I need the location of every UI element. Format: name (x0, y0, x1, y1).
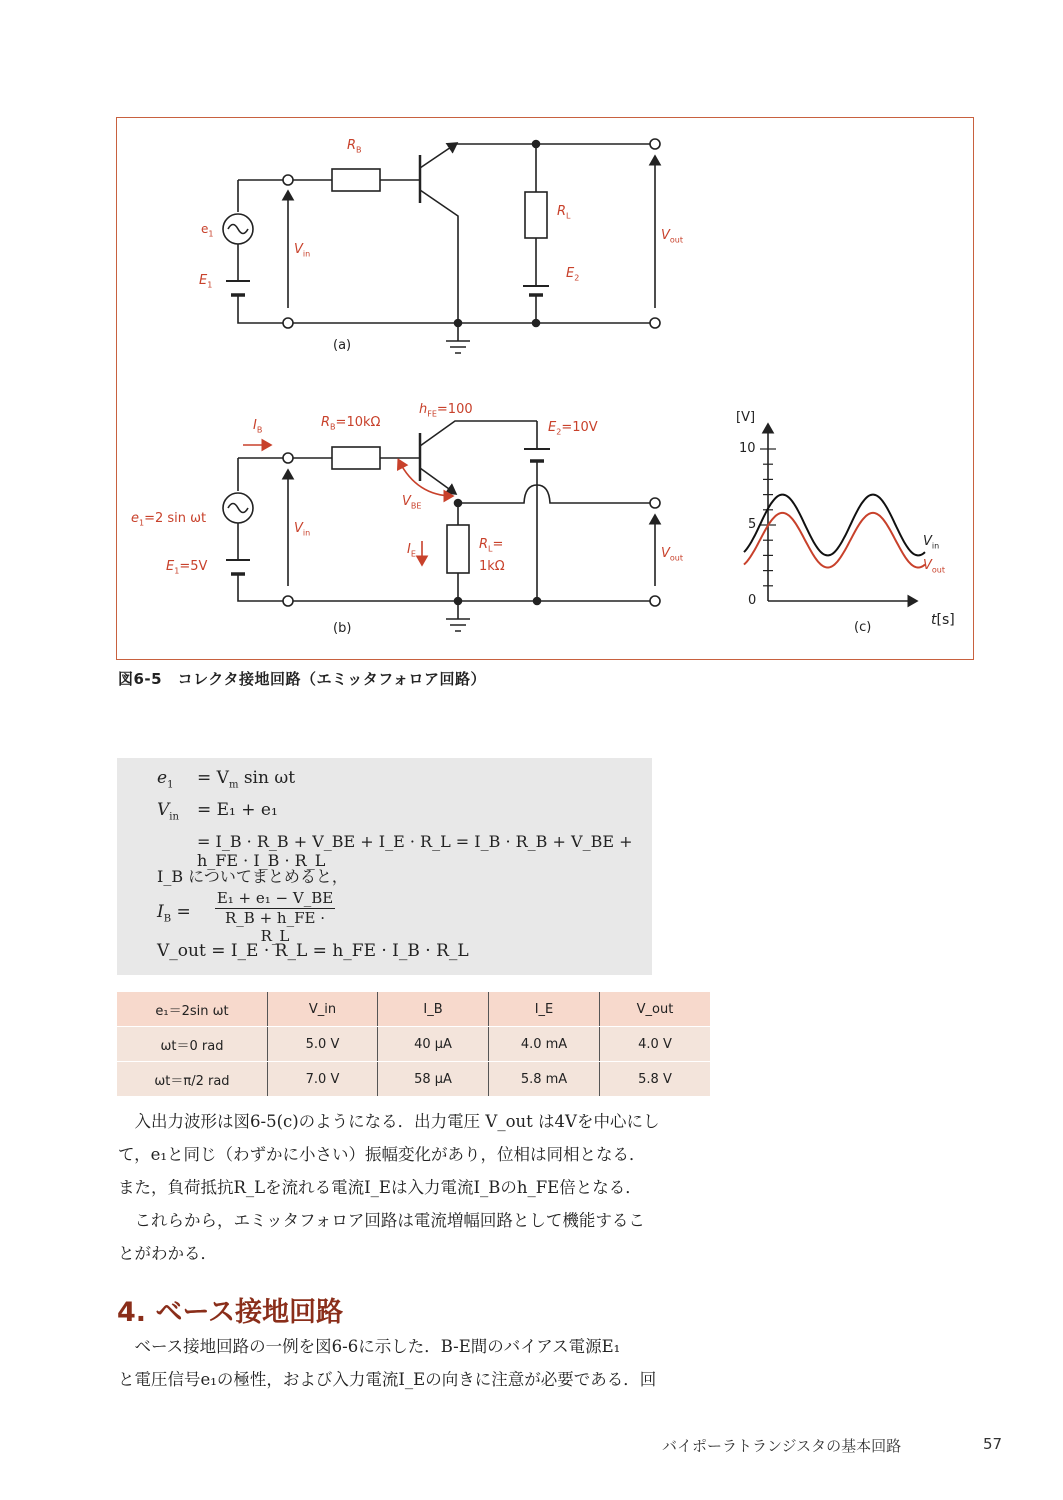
body-paragraph-2: ベース接地回路の一例を図6-6に示した．B-E間のバイアス電源E₁ と電圧信号e₁の極性，および入力電流I_Eの向きに注意が必要である．回 (118, 1337, 657, 1389)
graph-x-label: t[s] (931, 612, 955, 628)
table-row: ωt＝0 rad 5.0 V 40 μA 4.0 mA 4.0 V (117, 1027, 710, 1062)
resistor-rl-a (525, 192, 547, 238)
label-E1-a: $E_1$ (199, 273, 213, 290)
figure-6-5 (116, 117, 974, 660)
label-rl-b: $R_L=$ 1kΩ (479, 537, 505, 574)
eq-line-6: V_out = I_E · R_L = h_FE · I_B · R_L (157, 941, 469, 961)
label-vin-b: $V_{in}$ (294, 521, 311, 538)
table-row: ωt＝π/2 rad 7.0 V 58 μA 5.8 mA 5.8 V (117, 1062, 710, 1097)
label-E1-b: $E_1=5V$ (166, 559, 208, 576)
resistor-rl-b (447, 525, 469, 573)
label-a: (a) (333, 338, 352, 353)
resistor-rb-b (332, 447, 380, 469)
graph-y-unit: [V] (736, 410, 756, 425)
label-rb-b: $R_B=10k\Omega$ (321, 415, 381, 432)
label-vout-b: $V_{out}$ (661, 546, 684, 563)
label-hfe-b: $h_{FE}=100$ (419, 402, 473, 419)
input-terminal-b (283, 453, 293, 463)
resistor-rb-a (332, 169, 380, 191)
label-e1-a: $e_1$ (201, 222, 214, 239)
circuit-diagrams (117, 118, 975, 661)
figure-caption: 図6-5 コレクタ接地回路（エミッタフォロア回路） (118, 670, 486, 688)
label-rl-a: $R_L$ (557, 204, 571, 221)
label-ib-b: $I_B$ (253, 418, 263, 435)
eq-line-4: I_B についてまとめると， (157, 867, 348, 886)
graph-c (744, 424, 925, 601)
eq-line-5: $I_B$ = (157, 902, 191, 925)
label-vout-a: $V_{out}$ (661, 228, 684, 245)
label-E2-b: $E_2=10V$ (548, 420, 598, 437)
section-heading: 4. ベース接地回路 (117, 1297, 344, 1328)
graph-legend-vin: $V_{in}$ (923, 534, 940, 551)
page-number: 57 (983, 1435, 1003, 1453)
body-paragraph-1: 入出力波形は図6-5(c)のようになる．出力電圧 V_out は4Vを中心にし て，e₁と同じ（わずかに小さい）振幅変化があり，位相は同相となる． また，負荷抵抗R_Lを流れる電流I_Eは入力電流I_Bのh_FE倍となる． これらから，エミッタフォロア回路は電流増幅回路として機能するこ とがわかる． (118, 1112, 660, 1263)
graph-legend-vout: $V_{out}$ (923, 558, 946, 575)
circuit-b (223, 421, 660, 631)
label-rb-a: $R_B$ (347, 138, 362, 155)
label-b: (b) (333, 621, 352, 636)
output-terminal-b (650, 498, 660, 508)
equation-box: $e_1$ = $V_m$ sin ωt $V_{in}$ = E₁ + e₁ = I_B · R_B + V_BE + I_E · R_L = I_B · R_B + V_BE + h_FE · I_B · R_L I_B についてまとめると， $I_B$ = E₁ + e₁ − V_BE R_B + h_FE · R_L V_out = I_E · R_L = h_FE · I_B · R_L (117, 758, 652, 975)
circuit-a (223, 139, 660, 353)
label-e1-b: $e_1=2$ sin ωt (131, 511, 207, 528)
graph-ytick-5: 5 (748, 517, 757, 532)
eq-line-1: $e_1$ (157, 768, 174, 791)
label-c: (c) (854, 620, 872, 635)
output-terminal-a (650, 139, 660, 149)
graph-ytick-10: 10 (739, 441, 756, 456)
label-vbe-b: $V_{BE}$ (402, 494, 422, 511)
label-E2-a: $E_2$ (566, 266, 580, 283)
running-footer-title: バイポーラトランジスタの基本回路 (662, 1437, 902, 1455)
table-header-row: e₁＝2sin ωt V_in I_B I_E V_out (117, 992, 710, 1027)
values-table (117, 992, 710, 1097)
input-terminal-a (283, 175, 293, 185)
label-ie-b: $I_E$ (407, 542, 416, 559)
vbe-arrow (399, 461, 453, 496)
eq-line-2: $V_{in}$ (157, 800, 179, 823)
eq-line-3: = I_B · R_B + V_BE + I_E · R_L = I_B · R_B + V_BE + h_FE · I_B · R_L (197, 832, 633, 870)
graph-ytick-0: 0 (748, 593, 757, 608)
label-vin-a: $V_{in}$ (294, 242, 311, 259)
